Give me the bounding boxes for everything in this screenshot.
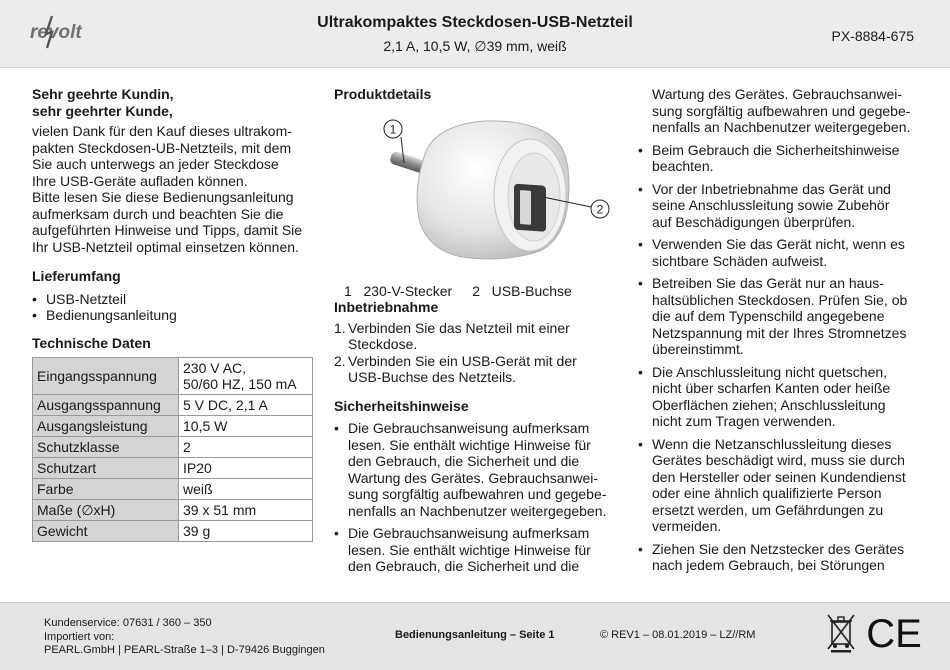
safety-line: den Hersteller oder seinen Kundendienst: [652, 468, 906, 485]
imported-by: Importiert von:: [44, 630, 115, 643]
safety-line: • Die Gebrauchsanweisung aufmerksam: [348, 525, 590, 541]
document-title: Ultrakompaktes Steckdosen-USB-Netzteil: [317, 14, 633, 31]
safety-line: sung sorgfältig aufbewahren und gegebe-: [348, 486, 607, 502]
safety-line: nenfalls an Nachbenutzer weitergegeben.: [348, 502, 607, 519]
weee-bin-icon: [826, 613, 856, 653]
safety-line: den Gebrauch, die Sicherheit und die: [348, 558, 580, 574]
safety-item: [638, 541, 920, 574]
safety-line: sung sorgfältig aufbewahren und gegebe-: [652, 102, 911, 119]
compliance-marks: [826, 613, 924, 653]
page-label: Bedienungsanleitung – Seite 1: [395, 629, 555, 641]
intro-paragraph: [32, 123, 314, 255]
column-left: [32, 86, 314, 542]
intro-line: Ihre USB-Geräte aufladen können.: [32, 172, 248, 189]
safety-line: • Ziehen Sie den Netzstecker des Gerätes: [652, 540, 905, 557]
table-row: [33, 479, 313, 500]
inbetriebnahme-steps: [334, 320, 620, 386]
spec-value: 10,5 W: [179, 416, 313, 437]
document-subtitle: 2,1 A, 10,5 W, ∅39 mm, weiß: [383, 38, 567, 54]
intro-line: Sie auch unterwegs an jeder Steckdose: [32, 156, 279, 172]
technische-daten-heading: Technische Daten: [32, 334, 151, 351]
product-code: PX-8884-675: [831, 28, 914, 44]
step-number: 1.: [334, 319, 346, 336]
spec-value: 2: [179, 437, 313, 458]
list-item: • USB-Netzteil: [32, 291, 314, 308]
legend-label: USB-Buchse: [491, 282, 572, 299]
safety-item: [638, 142, 920, 175]
spec-value: 5 V DC, 2,1 A: [179, 395, 313, 416]
step-item: [334, 353, 620, 386]
table-row: [33, 521, 313, 542]
step-line: Verbinden Sie das Netzteil mit einer: [348, 319, 570, 336]
intro-line: vielen Dank für den Kauf dieses ultrakom-: [32, 123, 292, 139]
legend-item: [472, 283, 572, 300]
safety-continuation: [638, 86, 920, 136]
table-row: [33, 395, 313, 416]
safety-line: haltsüblichen Steckdosen. Prüfen Sie, ob: [652, 291, 908, 308]
safety-line: nicht über scharfen Kanten oder heiße: [652, 380, 891, 396]
ce-mark-text: CE: [866, 613, 922, 653]
legend-label: 230-V-Stecker: [363, 282, 453, 299]
safety-item: [638, 364, 920, 430]
safety-line: nach jedem Gebrauch, bei Störungen: [652, 557, 885, 573]
table-row: [33, 416, 313, 437]
safety-list-right: [638, 142, 920, 574]
logo-text: revolt: [30, 22, 82, 43]
list-item: • Bedienungsanleitung: [32, 307, 314, 324]
safety-line: oder eine ähnlich qualifizierte Person: [652, 485, 882, 501]
greeting-line-2: sehr geehrter Kunde,: [32, 102, 173, 119]
table-row: [33, 458, 313, 479]
safety-line: sichtbare Schäden aufweist.: [652, 252, 828, 269]
spec-value-line: 230 V AC,: [183, 360, 247, 376]
safety-line: • Beim Gebrauch die Sicherheitshinweise: [652, 141, 900, 158]
safety-item: [334, 525, 620, 575]
safety-line: • Wenn die Netzanschlussleitung dieses: [652, 435, 892, 452]
spec-key: Eingangsspannung: [33, 358, 179, 395]
spec-key: Ausgangsleistung: [33, 416, 179, 437]
safety-item: [638, 181, 920, 231]
spec-value: weiß: [179, 479, 313, 500]
page-header: [0, 0, 950, 68]
column-right: [638, 86, 920, 580]
spec-value: 39 g: [179, 521, 313, 542]
step-line: USB-Buchse des Netzteils.: [348, 369, 517, 385]
revision-info: © REV1 – 08.01.2019 – LZ//RM: [600, 629, 756, 641]
safety-line: nenfalls an Nachbenutzer weitergegeben.: [652, 119, 911, 135]
spec-key: Ausgangsspannung: [33, 395, 179, 416]
sicherheitshinweise-heading: Sicherheitshinweise: [334, 397, 469, 414]
safety-line: Wartung des Gerätes. Gebrauchsanwei-: [348, 469, 599, 486]
ce-mark-icon: [864, 613, 924, 653]
spec-value-line: 50/60 HZ, 150 mA: [183, 376, 297, 392]
safety-line: auf Beschädigungen überprüfen.: [652, 213, 856, 230]
table-row: [33, 358, 313, 395]
step-line: Steckdose.: [348, 336, 418, 352]
legend-number: 1: [344, 282, 352, 299]
callout-number-2: 2: [596, 202, 604, 216]
spec-value: 39 x 51 mm: [179, 500, 313, 521]
product-image: [334, 111, 620, 281]
page-footer: [0, 602, 950, 670]
customer-service: Kundenservice: 07631 / 360 – 350: [44, 617, 212, 629]
intro-line: aufmerksam durch und beachten Sie die: [32, 205, 284, 222]
step-number: 2.: [334, 352, 346, 369]
safety-line: Gerätes beschädigt wird, muss sie durch: [652, 452, 905, 468]
lieferumfang-list: [32, 291, 314, 324]
safety-line: • Die Anschlussleitung nicht quetschen,: [652, 363, 888, 380]
lieferumfang-heading: Lieferumfang: [32, 268, 121, 284]
usb-port: [514, 183, 546, 231]
safety-line: ersetzt werden, um Gefährdungen zu: [652, 501, 884, 518]
table-row: [33, 500, 313, 521]
safety-item: [638, 275, 920, 358]
intro-line: pakten Steckdosen-UB-Netzteils, mit dem: [32, 139, 292, 156]
safety-line: • Betreiben Sie das Gerät nur an haus-: [652, 275, 884, 291]
table-row: [33, 437, 313, 458]
safety-line: vermeiden.: [652, 518, 722, 534]
spec-value: [179, 358, 313, 395]
safety-line: Wartung des Gerätes. Gebrauchsanwei-: [652, 86, 903, 102]
safety-item: [638, 436, 920, 535]
spec-key: Gewicht: [33, 521, 179, 542]
step-item: [334, 320, 620, 353]
safety-item: [638, 236, 920, 269]
greeting-line-1: Sehr geehrte Kundin,: [32, 86, 174, 102]
safety-line: lesen. Sie enthält wichtige Hinweise für: [348, 436, 591, 453]
legend-number: 2: [472, 282, 480, 299]
legend-item: [344, 283, 452, 300]
safety-line: Oberflächen ziehen; Anschlussleitung: [652, 396, 886, 413]
safety-line: • Die Gebrauchsanweisung aufmerksam: [348, 420, 590, 436]
safety-line: • Vor der Inbetriebnahme das Gerät und: [652, 180, 891, 197]
company-address: PEARL.GmbH | PEARL-Straße 1–3 | D-79426 Buggingen: [44, 644, 325, 656]
safety-list-middle: [334, 420, 620, 575]
spec-key: Maße (∅xH): [33, 500, 179, 521]
spec-value: IP20: [179, 458, 313, 479]
intro-line: aufgeführten Hinweise und Tipps, damit Sie: [32, 222, 303, 238]
safety-item: [334, 420, 620, 519]
spec-key: Farbe: [33, 479, 179, 500]
safety-line: die auf dem Typenschild angegebene: [652, 308, 885, 324]
callout-number-1: 1: [389, 122, 397, 136]
safety-line: den Gebrauch, die Sicherheit und die: [348, 453, 580, 469]
footer-contact: [44, 617, 325, 658]
product-legend: [334, 283, 620, 300]
safety-line: seine Anschlussleitung sowie Zubehör: [652, 197, 890, 213]
safety-line: Netzspannung mit der Ihres Stromnetzes: [652, 324, 907, 341]
inbetriebnahme-heading: Inbetriebnahme: [334, 299, 439, 315]
produktdetails-heading: Produktdetails: [334, 86, 432, 102]
safety-line: nicht zum Tragen verwenden.: [652, 413, 836, 429]
safety-line: übereinstimmt.: [652, 341, 744, 357]
intro-line: Ihr USB-Netzteil optimal einsetzen können.: [32, 238, 299, 255]
safety-line: beachten.: [652, 158, 714, 174]
spec-key: Schutzklasse: [33, 437, 179, 458]
safety-line: lesen. Sie enthält wichtige Hinweise für: [348, 541, 591, 558]
spec-key: Schutzart: [33, 458, 179, 479]
specs-table: [32, 357, 313, 542]
adapter-body: [417, 120, 569, 258]
intro-line: Bitte lesen Sie diese Bedienungsanleitung: [32, 189, 294, 205]
step-line: Verbinden Sie ein USB-Gerät mit der: [348, 352, 577, 369]
column-middle: [334, 86, 620, 581]
safety-line: • Verwenden Sie das Gerät nicht, wenn es: [652, 236, 905, 252]
